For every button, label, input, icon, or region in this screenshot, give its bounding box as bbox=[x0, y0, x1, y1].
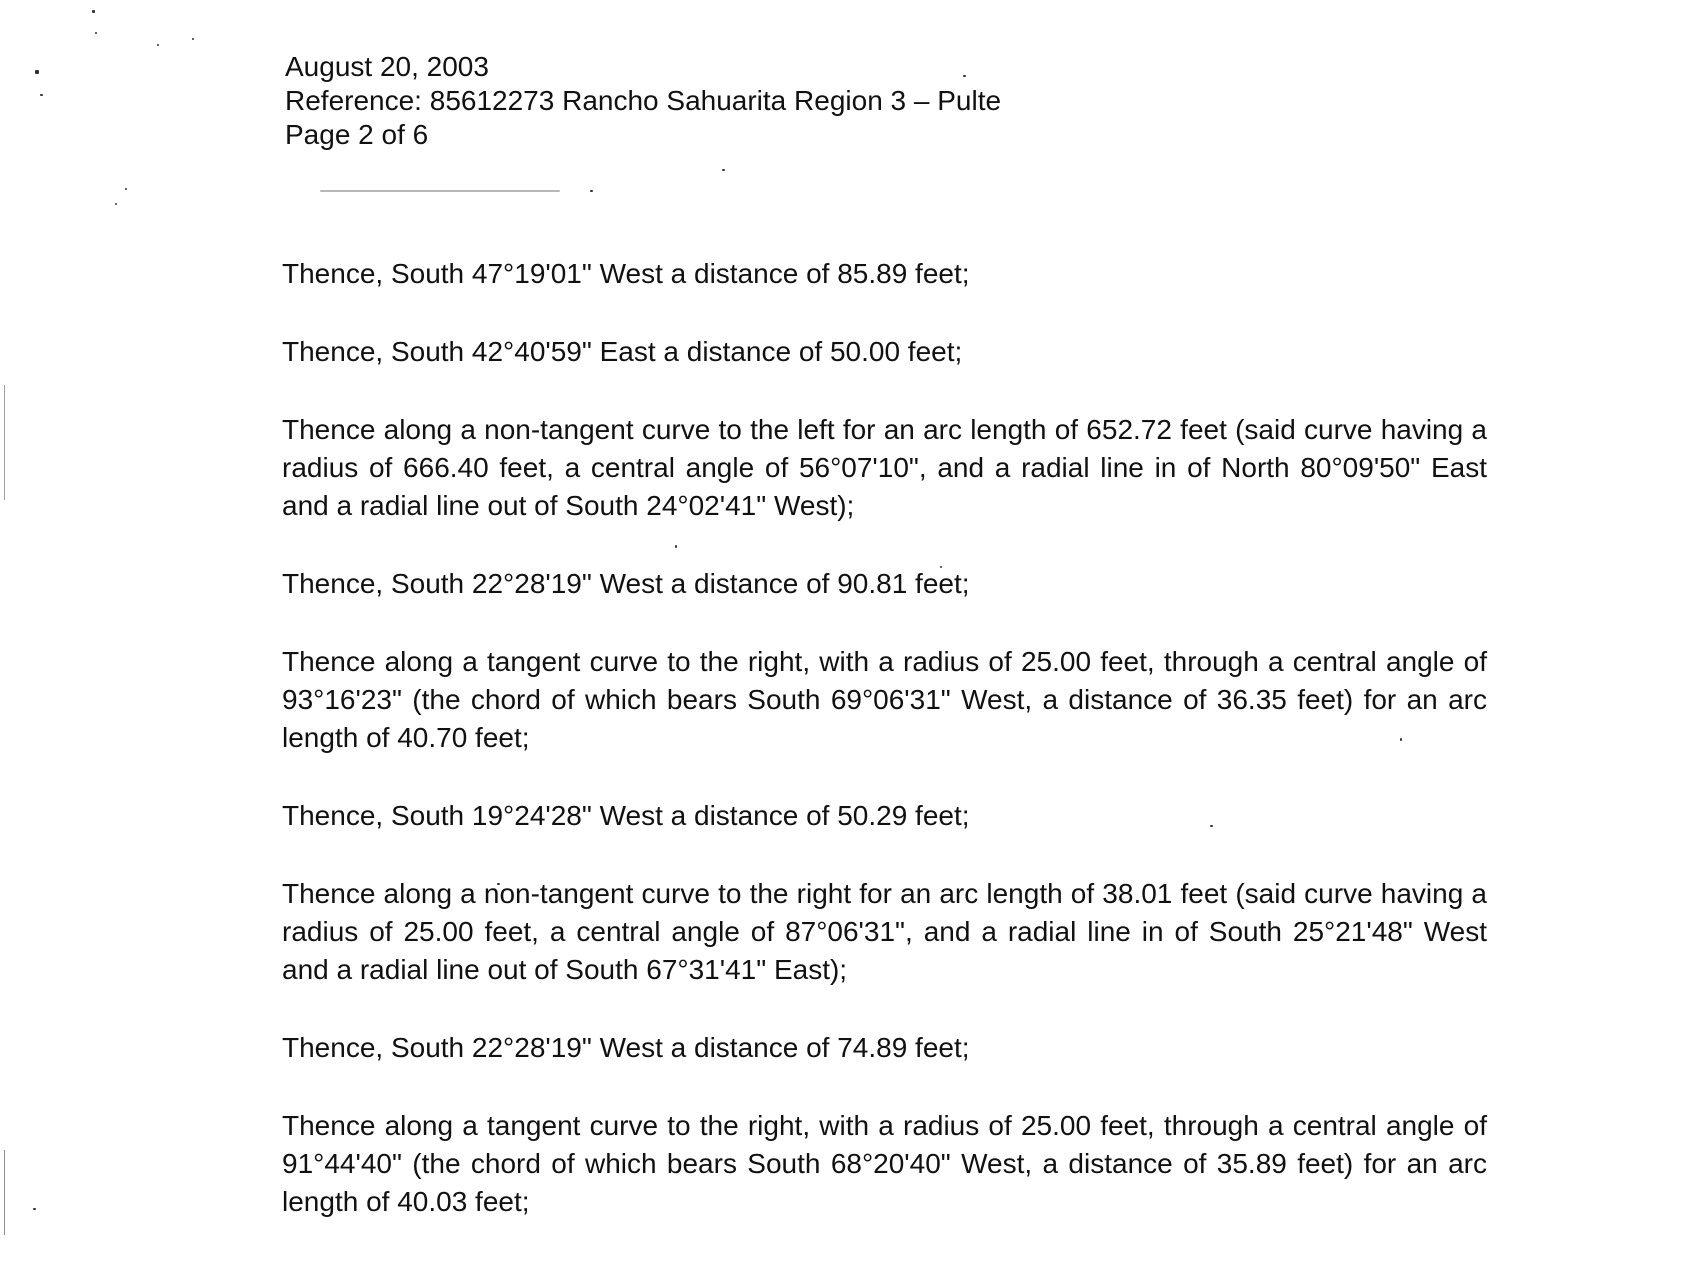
header-page-number: Page 2 of 6 bbox=[285, 119, 429, 150]
course-paragraph: Thence, South 22°28'19" West a distance of 90.81 feet; bbox=[282, 568, 970, 599]
curve-paragraph: Thence along a non-tangent curve to the right for an arc length of 38.01 feet (said curve having a radius of 25.00 feet, a central angle of 87°06'31", and a radial line in of South 25°21'48" West and a radial line out of South 67°31'41" East); bbox=[282, 878, 1487, 985]
scan-speck bbox=[40, 94, 43, 96]
course-paragraph: Thence, South 22°28'19" West a distance of 74.89 feet; bbox=[282, 1032, 970, 1063]
scan-speck bbox=[590, 190, 593, 192]
course-paragraph: Thence, South 42°40'59" East a distance of 50.00 feet; bbox=[282, 336, 963, 367]
scan-speck bbox=[192, 38, 194, 40]
scan-speck bbox=[125, 188, 127, 190]
curve-paragraph: Thence along a tangent curve to the right, with a radius of 25.00 feet, through a central angle of 93°16'23" (the chord of which bears South 69°06'31" West, a distance of 36.35 feet) for an arc length of 40.70 feet; bbox=[282, 646, 1487, 753]
scan-margin-line bbox=[4, 1150, 5, 1235]
curve-paragraph: Thence along a non-tangent curve to the left for an arc length of 652.72 feet (said curve having a radius of 666.40 feet, a central angle of 56°07'10", and a radial line in of North 80°09'50" East and a radial line out of South 24°02'41" West); bbox=[282, 414, 1487, 521]
course-paragraph: Thence, South 47°19'01" West a distance of 85.89 feet; bbox=[282, 258, 970, 289]
scan-speck bbox=[35, 70, 39, 74]
scan-speck bbox=[115, 203, 117, 205]
header-date: August 20, 2003 bbox=[285, 51, 489, 82]
scan-speck bbox=[92, 10, 95, 13]
course-paragraph: Thence, South 19°24'28" West a distance of 50.29 feet; bbox=[282, 800, 970, 831]
scan-speck bbox=[157, 44, 159, 46]
scan-speck bbox=[722, 169, 725, 171]
scan-margin-line bbox=[4, 385, 5, 500]
scan-speck bbox=[33, 1208, 36, 1210]
legal-description bbox=[282, 255, 1487, 1261]
scan-speck bbox=[95, 32, 97, 34]
curve-paragraph: Thence along a tangent curve to the right, with a radius of 25.00 feet, through a central angle of 91°44'40" (the chord of which bears South 68°20'40" West, a distance of 35.89 feet) for an arc length of 40.03 feet; bbox=[282, 1110, 1487, 1217]
scan-speck bbox=[320, 190, 560, 192]
letter-header bbox=[285, 50, 1001, 152]
header-reference: Reference: 85612273 Rancho Sahuarita Region 3 – Pulte bbox=[285, 85, 1002, 116]
